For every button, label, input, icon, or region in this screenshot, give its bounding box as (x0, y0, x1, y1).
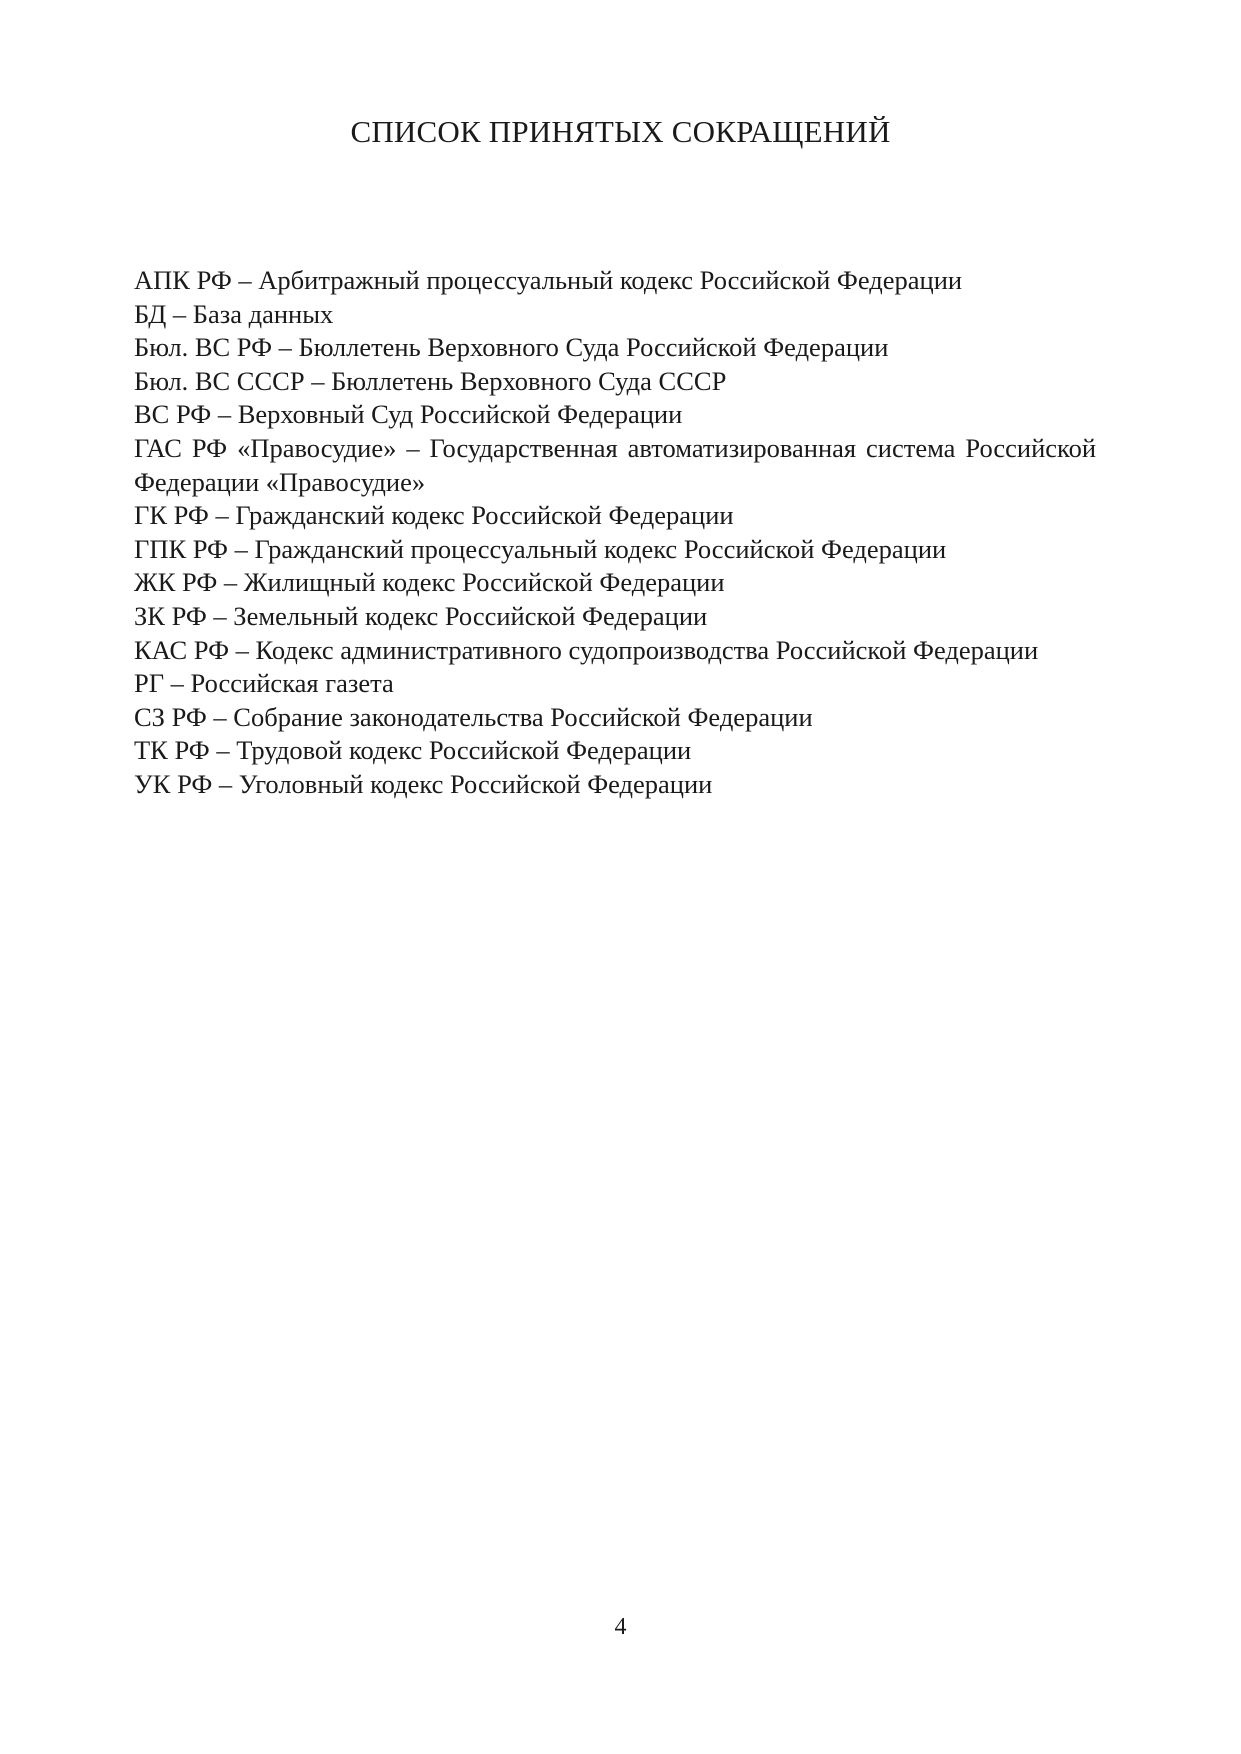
abbreviation-item: ТК РФ – Трудовой кодекс Российской Федерации (134, 735, 692, 766)
abbreviation-item: ГПК РФ – Гражданский процессуальный кодекс Российской Федерации (134, 533, 947, 564)
page-title: СПИСОК ПРИНЯТЫХ СОКРАЩЕНИЙ (350, 114, 891, 149)
abbreviation-list (134, 264, 1096, 802)
abbreviation-item: АПК РФ – Арбитражный процессуальный кодекс Российской Федерации (134, 265, 963, 295)
abbreviation-item: ГАС РФ «Правосудие» – Государственная автоматизированная система Российской Федерации «Правосудие» (134, 432, 1096, 497)
abbreviation-item: Бюл. ВС СССР – Бюллетень Верховного Суда СССР (134, 365, 727, 396)
abbreviation-item: БД – База данных (134, 298, 334, 329)
abbreviation-item: Бюл. ВС РФ – Бюллетень Верховного Суда Российской Федерации (134, 332, 889, 363)
abbreviation-item: ЖК РФ – Жилищный кодекс Российской Федерации (134, 567, 725, 598)
abbreviation-item: СЗ РФ – Собрание законодательства Российской Федерации (134, 701, 813, 732)
abbreviation-item: ГК РФ – Гражданский кодекс Российской Федерации (134, 500, 734, 531)
abbreviation-item: УК РФ – Уголовный кодекс Российской Федерации (134, 768, 713, 799)
abbreviation-item: ВС РФ – Верховный Суд Российской Федерации (134, 399, 683, 430)
abbreviation-item: ЗК РФ – Земельный кодекс Российской Федерации (134, 600, 708, 631)
abbreviation-item: РГ – Российская газета (134, 668, 394, 699)
page-number: 4 (614, 1614, 627, 1640)
abbreviation-item: КАС РФ – Кодекс административного судопроизводства Российской Федерации (134, 634, 1039, 665)
